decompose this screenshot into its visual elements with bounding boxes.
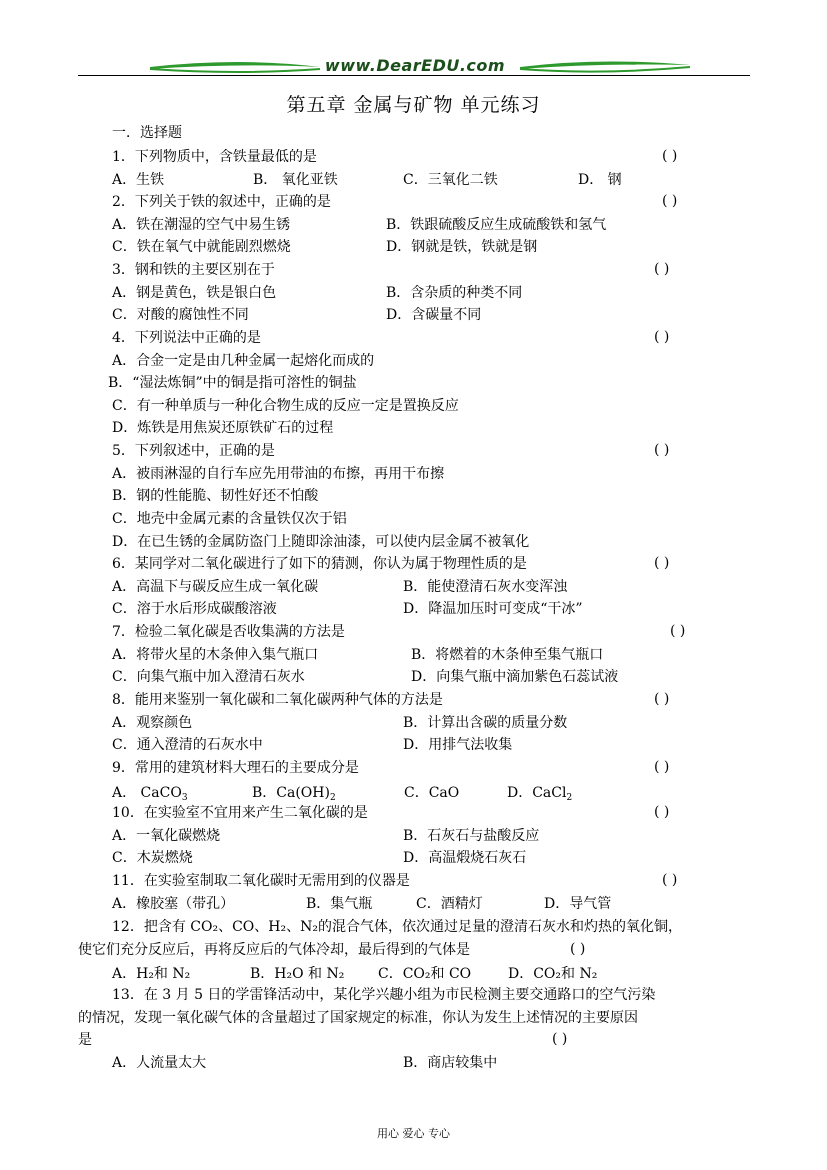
answer-bracket: ( ) — [654, 261, 670, 277]
option-b: B．能使澄清石灰水变浑浊 — [403, 579, 568, 595]
option-c: C．CO₂和 CO — [378, 966, 472, 982]
subscript: 3 — [181, 793, 188, 803]
option-a: A．铁在潮湿的空气中易生锈 — [112, 217, 291, 233]
answer-bracket: ( ) — [570, 941, 586, 957]
option-d: D．用排气法收集 — [403, 737, 513, 753]
option-b: B．含杂质的种类不同 — [386, 285, 523, 301]
answer-bracket: ( ) — [654, 442, 670, 458]
option-d: D．炼铁是用焦炭还原铁矿石的过程 — [112, 420, 334, 436]
option-d: D． 钢 — [578, 172, 622, 188]
question-stem: 6．某同学对二氧化碳进行了如下的猜测，你认为属于物理性质的是 — [112, 556, 527, 572]
option-b: B．铁跟硫酸反应生成硫酸铁和氢气 — [386, 217, 607, 233]
question-stem: 2．下列关于铁的叙述中，正确的是 — [112, 194, 331, 210]
question-stem-continued: 的情况，发现一氧化碳气体的含量超过了国家规定的标准，你认为发生上述情况的主要原因 — [78, 1010, 638, 1026]
question-stem: 7．检验二氧化碳是否收集满的方法是 — [112, 624, 345, 640]
question-stem: 10．在实验室不宜用来产生二氧化碳的是 — [112, 805, 368, 821]
answer-bracket: ( ) — [662, 148, 678, 164]
subscript: 2 — [329, 793, 336, 803]
option-b: B．商店较集中 — [403, 1055, 498, 1071]
question-stem: 4．下列说法中正确的是 — [112, 330, 261, 346]
logo-text: www.DearEDU.com — [324, 56, 506, 75]
option-c: C．向集气瓶中加入澄清石灰水 — [112, 669, 305, 685]
answer-bracket: ( ) — [654, 804, 670, 820]
answer-bracket: ( ) — [670, 623, 686, 639]
option-a: A．一氧化碳燃烧 — [112, 828, 221, 844]
option-a: A．合金一定是由几种金属一起熔化而成的 — [112, 353, 375, 369]
question-stem: 5．下列叙述中，正确的是 — [112, 443, 275, 459]
question-stem-continued: 使它们充分反应后，再将反应后的气体冷却，最后得到的气体是 — [78, 942, 470, 958]
option-d: D．钢就是铁，铁就是钢 — [386, 239, 538, 255]
question-stem: 9．常用的建筑材料大理石的主要成分是 — [112, 760, 359, 776]
option-b: B．钢的性能脆、韧性好还不怕酸 — [112, 488, 319, 504]
option-d — [507, 784, 572, 802]
option-c: C．地壳中金属元素的含量铁仅次于铝 — [112, 511, 347, 527]
option-a: A．生铁 — [112, 172, 165, 188]
answer-bracket: ( ) — [662, 193, 678, 209]
option-c: C．铁在氧气中就能剧烈燃烧 — [112, 239, 291, 255]
option-a: A．人流量太大 — [112, 1055, 207, 1071]
option-a: A．H₂和 N₂ — [112, 966, 191, 982]
question-stem: 13．在 3 月 5 日的学雷锋活动中，某化学兴趣小组为市民检测主要交通路口的空气污染 — [112, 987, 656, 1003]
answer-bracket: ( ) — [662, 872, 678, 888]
question-stem: 3．钢和铁的主要区别在于 — [112, 262, 275, 278]
question-stem: 8．能用来鉴别一氧化碳和二氧化碳两种气体的方法是 — [112, 692, 443, 708]
question-stem: 12．把含有 CO₂、CO、H₂、N₂的混合气体，依次通过足量的澄清石灰水和灼热的氧化铜， — [112, 919, 682, 935]
option-d: D．向集气瓶中滴加紫色石蕊试液 — [411, 669, 619, 685]
answer-bracket: ( ) — [654, 691, 670, 707]
option-d: D．含碳量不同 — [386, 307, 482, 323]
option-b: B．H₂O 和 N₂ — [250, 966, 345, 982]
section-heading: 一．选择题 — [112, 125, 182, 141]
option-a: A．被雨淋湿的自行车应先用带油的布擦，再用干布擦 — [112, 466, 445, 482]
option-b-text: B．Ca(OH) — [252, 785, 330, 801]
option-d: D．在已生锈的金属防盗门上随即涂油漆，可以使内层金属不被氧化 — [112, 534, 530, 550]
answer-bracket: ( ) — [654, 759, 670, 775]
option-c: C．酒精灯 — [416, 896, 483, 912]
answer-bracket: ( ) — [552, 1031, 568, 1047]
answer-bracket: ( ) — [654, 329, 670, 345]
option-c: C．三氧化二铁 — [403, 172, 498, 188]
header-rule — [78, 75, 750, 76]
option-c: C．有一种单质与一种化合物生成的反应一定是置换反应 — [112, 398, 459, 414]
option-a: A．观察颜色 — [112, 715, 193, 731]
option-d: D．导气管 — [544, 896, 612, 912]
option-c: C．溶于水后形成碳酸溶液 — [112, 601, 277, 617]
option-b: B．集气瓶 — [306, 896, 373, 912]
answer-bracket: ( ) — [654, 555, 670, 571]
option-a: A．高温下与碳反应生成一氧化碳 — [112, 579, 319, 595]
option-d: D．CO₂和 N₂ — [508, 966, 598, 982]
option-b: B．将燃着的木条伸至集气瓶口 — [411, 647, 604, 663]
option-b — [252, 784, 336, 802]
option-a — [112, 784, 188, 802]
option-a-text: A． CaCO — [112, 785, 182, 801]
option-b: B．“湿法炼铜”中的铜是指可溶性的铜盐 — [108, 375, 357, 391]
option-c: C．CaO — [404, 785, 460, 801]
option-b: B．计算出含碳的质量分数 — [403, 715, 568, 731]
option-c: C．木炭燃烧 — [112, 850, 193, 866]
page-footer: 用心 爱心 专心 — [377, 1127, 450, 1140]
question-stem: 1．下列物质中，含铁量最低的是 — [112, 149, 317, 165]
option-c: C．对酸的腐蚀性不同 — [112, 307, 249, 323]
question-stem-continued: 是 — [78, 1032, 92, 1048]
subscript: 2 — [566, 793, 573, 803]
option-d: D．高温煅烧石灰石 — [403, 850, 527, 866]
page-title: 第五章 金属与矿物 单元练习 — [286, 94, 541, 116]
option-a: A．橡胶塞（带孔） — [112, 896, 235, 912]
option-b: B． 氧化亚铁 — [253, 172, 338, 188]
option-b: B．石灰石与盐酸反应 — [403, 828, 540, 844]
option-d: D．降温加压时可变成“干冰” — [403, 601, 583, 617]
option-d-text: D．CaCl — [507, 785, 567, 801]
option-a: A．将带火星的木条伸入集气瓶口 — [112, 647, 319, 663]
option-c: C．通入澄清的石灰水中 — [112, 737, 263, 753]
question-stem: 11．在实验室制取二氧化碳时无需用到的仪器是 — [112, 873, 410, 889]
option-a: A．钢是黄色，铁是银白色 — [112, 285, 277, 301]
